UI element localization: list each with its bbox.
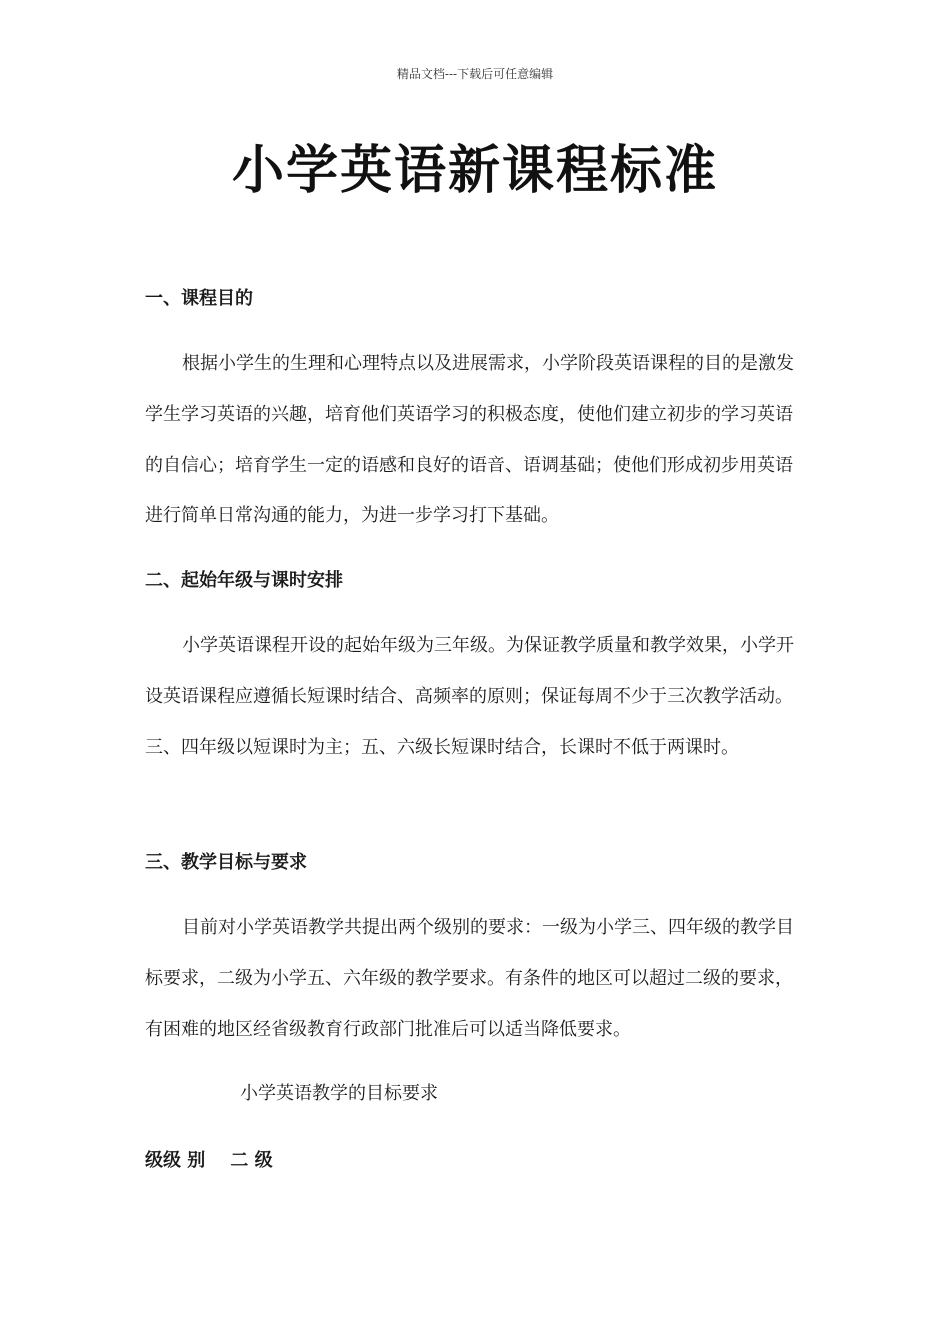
page-header-note: 精品文档---下载后可任意编辑 xyxy=(396,67,554,81)
section-paragraph-3: 目前对小学英语教学共提出两个级别的要求：一级为小学三、四年级的教学目标要求，二级为小学五、六年级的教学要求。有条件的地区可以超过二级的要求，有困难的地区经省级教育行政部门批准后可以适当降低要求。 xyxy=(145,917,794,1040)
table-header-row: 级级 别 二 级 xyxy=(145,1150,273,1171)
section-paragraph-2: 小学英语课程开设的起始年级为三年级。为保证教学质量和教学效果，小学开设英语课程应遵循长短课时结合、高频率的原则；保证每周不少于三次教学活动。三、四年级以短课时为主；五、六级长短课时结合，长课时不低于两课时。 xyxy=(145,635,794,758)
section-paragraph-1: 根据小学生的生理和心理特点以及进展需求，小学阶段英语课程的目的是激发学生学习英语的兴趣，培育他们英语学习的积极态度，使他们建立初步的学习英语的自信心；培育学生一定的语感和良好的语音、语调基础；使他们形成初步用英语进行简单日常沟通的能力，为进一步学习打下基础。 xyxy=(145,353,794,527)
section-heading-3: 三、教学目标与要求 xyxy=(145,852,307,873)
document-title: 小学英语新课程标准 xyxy=(231,140,718,201)
section-heading-2: 二、起始年级与课时安排 xyxy=(145,570,343,591)
section-heading-1: 一、课程目的 xyxy=(145,288,253,309)
table-caption: 小学英语教学的目标要求 xyxy=(240,1083,438,1104)
